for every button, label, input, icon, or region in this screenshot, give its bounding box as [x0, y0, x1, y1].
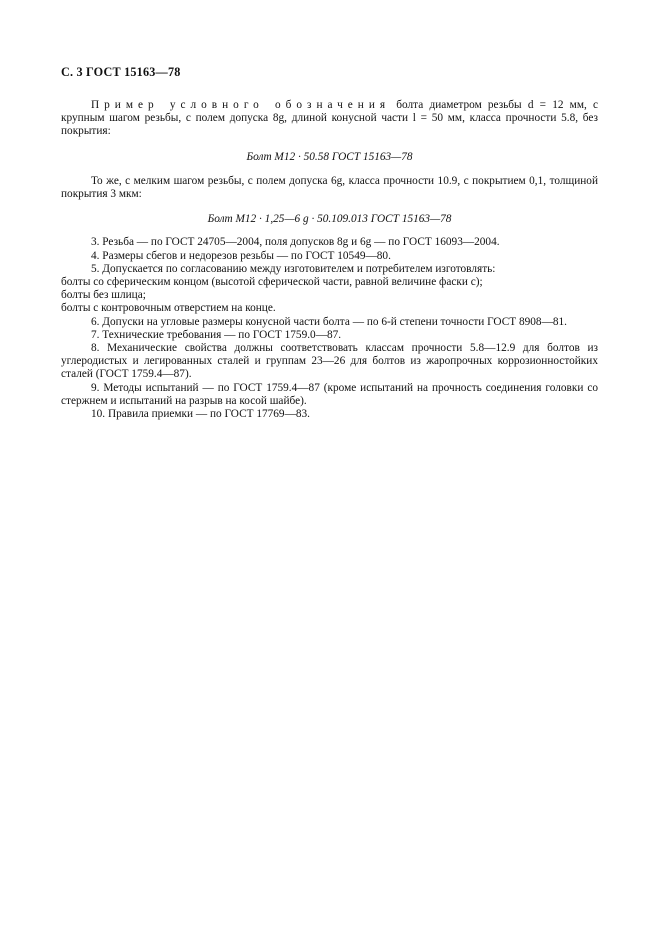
example-text: болта диаметром резьбы d = 12 мм, с крупным шагом резьбы, с полем допуска 8g, длиной конусной части l = 50 мм, класса прочности 5.8, без покрытия: — [61, 99, 598, 138]
item-5: 5. Допускается по согласованию между изготовителем и потребителем изготовлять: — [91, 262, 496, 275]
item-3: 3. Резьба — по ГОСТ 24705—2004, поля допусков 8g и 6g — по ГОСТ 16093—2004. — [91, 236, 500, 249]
item-9: 9. Методы испытаний — по ГОСТ 1759.4—87 (кроме испытаний на прочность соединения головки со стержнем и испытаний на разрыв на косой шайбе). — [61, 381, 598, 407]
document-body — [61, 99, 598, 421]
designation-formula-1: Болт М12 · 50.58 ГОСТ 15163—78 — [246, 150, 413, 163]
item-5-option-a: болты со сферическим концом (высотой сферической части, равной величине фаски c); — [61, 276, 483, 289]
item-8: 8. Механические свойства должны соответствовать классам прочности 5.8—12.9 для болтов из углеродистых и легированных сталей и группам 23—26 для болтов из жаропрочных коррозионностойких сталей (ГОСТ 1759.4—87). — [61, 342, 598, 381]
same-paragraph: То же, с мелким шагом резьбы, с полем допуска 6g, класса прочности 10.9, с покрытием 0,1, толщиной покрытия 3 мкм: — [61, 174, 598, 201]
designation-formula-2: Болт М12 · 1,25—6 g · 50.109.013 ГОСТ 15163—78 — [207, 213, 452, 226]
item-5-option-c: болты с контровочным отверстием на конце. — [61, 302, 276, 315]
page-header: С. 3 ГОСТ 15163—78 — [61, 65, 181, 79]
example-label: Пример условного обозначения — [91, 99, 391, 111]
item-10: 10. Правила приемки — по ГОСТ 17769—83. — [91, 408, 310, 421]
item-7: 7. Технические требования — по ГОСТ 1759.0—87. — [91, 328, 342, 341]
item-6: 6. Допуски на угловые размеры конусной части болта — по 6-й степени точности ГОСТ 8908—81. — [91, 315, 567, 328]
item-5-option-b: болты без шлица; — [61, 289, 146, 302]
item-4: 4. Размеры сбегов и недорезов резьбы — по ГОСТ 10549—80. — [91, 249, 391, 262]
example-paragraph — [61, 99, 598, 139]
